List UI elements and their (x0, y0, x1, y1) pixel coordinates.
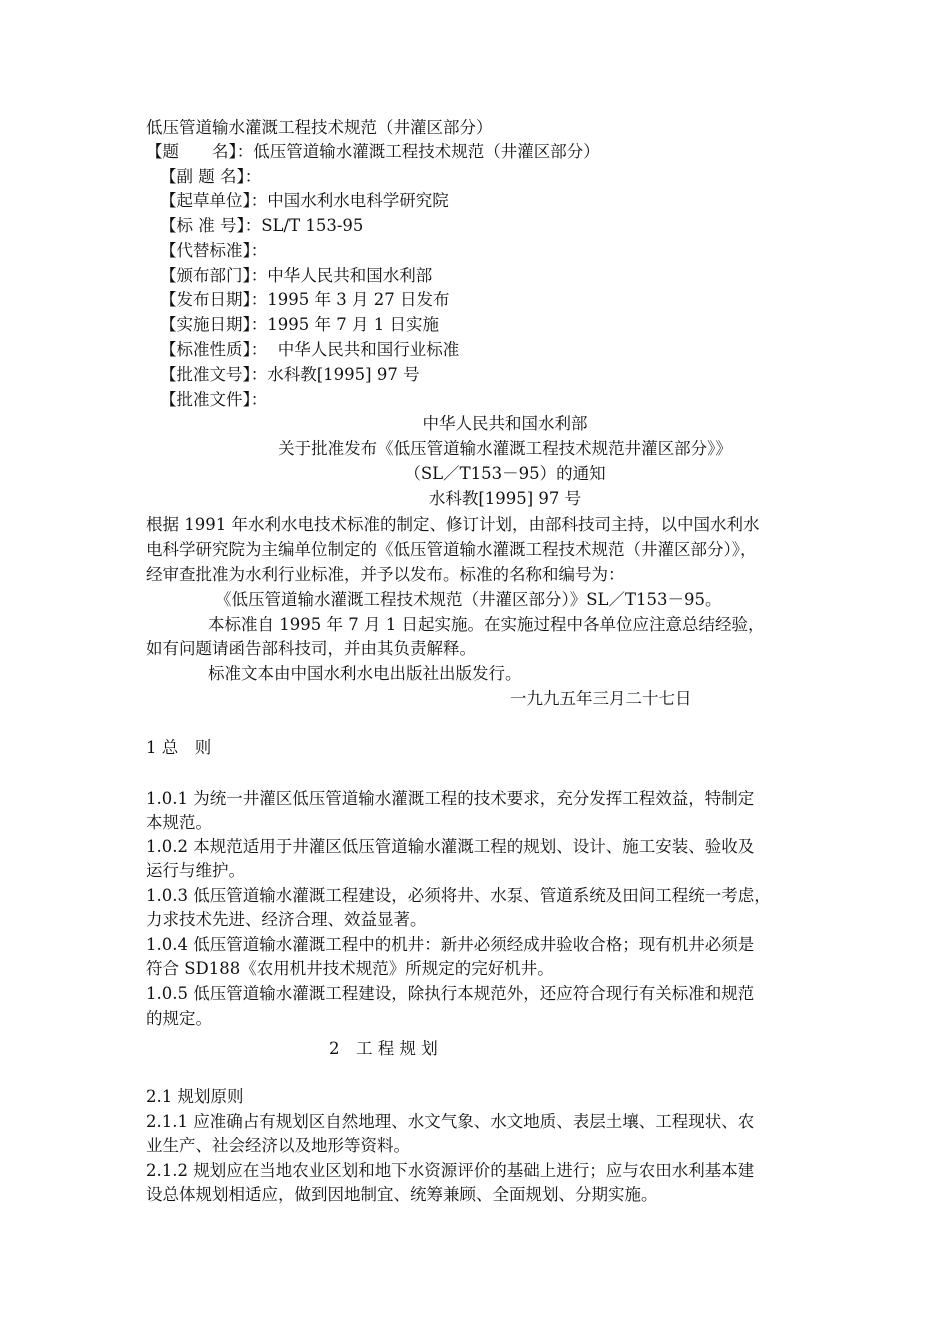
meta-key: 【批准文件】： (160, 390, 268, 409)
meta-key: 【标准性质】： (160, 340, 268, 359)
notice-paragraph: 电科学研究院为主编单位制定的《低压管道输水灌溉工程技术规范（井灌区部分）》， (146, 540, 757, 559)
notice-title-line2: （SL／T153－95）的通知 (404, 464, 606, 483)
meta-row-standard-no (160, 215, 363, 237)
subsection-heading: 2.1 规划原则 (146, 1087, 244, 1106)
clause: 符合 SD188《农用机井技术规范》所规定的完好机井。 (146, 959, 554, 978)
notice-org: 中华人民共和国水利部 (422, 414, 588, 433)
clause: 2.1.2 规划应在当地农业区划和地下水资源评价的基础上进行；应与农田水利基本建 (146, 1161, 755, 1180)
meta-value: 中华人民共和国水利部 (267, 266, 433, 285)
meta-row-issue-date (160, 289, 449, 311)
meta-key: 【实施日期】： (160, 315, 268, 334)
notice-paragraph: 如有问题请函告部科技司，并由其负责解释。 (146, 639, 476, 658)
meta-key: 【标 准 号】： (160, 216, 262, 235)
notice-paragraph: 本标准自 1995 年 7 月 1 日起实施。在实施过程中各单位应注意总结经验， (208, 615, 765, 634)
notice-standard-line: 《低压管道输水灌溉工程技术规范（井灌区部分）》SL／T153－95。 (215, 590, 722, 609)
meta-value: 1995 年 7 月 1 日实施 (267, 315, 439, 334)
meta-row-subtitle (160, 166, 261, 188)
clause: 2.1.1 应准确占有规划区自然地理、水文气象、水文地质、表层土壤、工程现状、农 (146, 1112, 755, 1131)
clause: 1.0.2 本规范适用于井灌区低压管道输水灌溉工程的规划、设计、施工安装、验收及 (146, 837, 755, 856)
clause: 1.0.1 为统一井灌区低压管道输水灌溉工程的技术要求，充分发挥工程效益，特制定 (146, 789, 755, 808)
clause: 1.0.4 低压管道输水灌溉工程中的机井：新井必须经成井验收合格；现有机井必须是 (146, 935, 755, 954)
meta-row-replaces (160, 240, 267, 262)
notice-paragraph: 根据 1991 年水利水电技术标准的制定、修订计划，由部科技司主持，以中国水利水 (146, 515, 760, 534)
clause: 1.0.5 低压管道输水灌溉工程建设，除执行本规范外，还应符合现行有关标准和规范 (146, 984, 755, 1003)
notice-title-line1: 关于批准发布《低压管道输水灌溉工程技术规范井灌区部分》》 (278, 439, 732, 458)
meta-value: 1995 年 3 月 27 日发布 (267, 290, 450, 309)
meta-key: 【题 名】： (146, 142, 254, 161)
notice-date: 一九九五年三月二十七日 (510, 689, 692, 708)
meta-row-drafter (160, 190, 449, 212)
meta-row-title (146, 141, 600, 163)
meta-row-approval-doc (160, 389, 267, 411)
clause: 运行与维护。 (146, 861, 245, 880)
meta-row-effective-date (160, 314, 439, 336)
meta-row-approval-no (160, 364, 420, 386)
clause: 设总体规划相适应，做到因地制宜、统筹兼顾、全面规划、分期实施。 (146, 1185, 658, 1204)
meta-value: 中国水利水电科学研究院 (267, 191, 449, 210)
meta-key: 【颁布部门】： (160, 266, 268, 285)
clause: 业生产、社会经济以及地形等资料。 (146, 1136, 410, 1155)
clause: 力求技术先进、经济合理、效益显著。 (146, 910, 427, 929)
meta-key: 【起草单位】： (160, 191, 268, 210)
meta-row-issuer (160, 265, 432, 287)
section-heading: 2 工 程 规 划 (329, 1039, 438, 1058)
notice-doc-no: 水科教[1995] 97 号 (428, 489, 582, 508)
meta-key: 【批准文号】： (160, 365, 268, 384)
clause: 的规定。 (146, 1009, 212, 1028)
clause: 本规范。 (146, 813, 212, 832)
meta-key: 【代替标准】： (160, 241, 268, 260)
meta-value: SL/T 153-95 (261, 216, 364, 235)
meta-row-nature (160, 339, 459, 361)
clause: 1.0.3 低压管道输水灌溉工程建设，必须将井、水泵、管道系统及田间工程统一考虑， (146, 886, 771, 905)
notice-paragraph: 标准文本由中国水利水电出版社出版发行。 (208, 664, 522, 683)
meta-key: 【发布日期】： (160, 290, 268, 309)
meta-key: 【副 题 名】： (160, 167, 262, 186)
meta-value: 中华人民共和国行业标准 (267, 340, 460, 359)
section-heading: 1 总 则 (146, 738, 212, 757)
document-title: 低压管道输水灌溉工程技术规范（井灌区部分） (146, 118, 493, 137)
meta-value: 低压管道输水灌溉工程技术规范（井灌区部分） (253, 142, 600, 161)
meta-value: 水科教[1995] 97 号 (267, 365, 420, 384)
notice-paragraph: 经审查批准为水利行业标准，并予以发布。标准的名称和编号为： (146, 565, 625, 584)
